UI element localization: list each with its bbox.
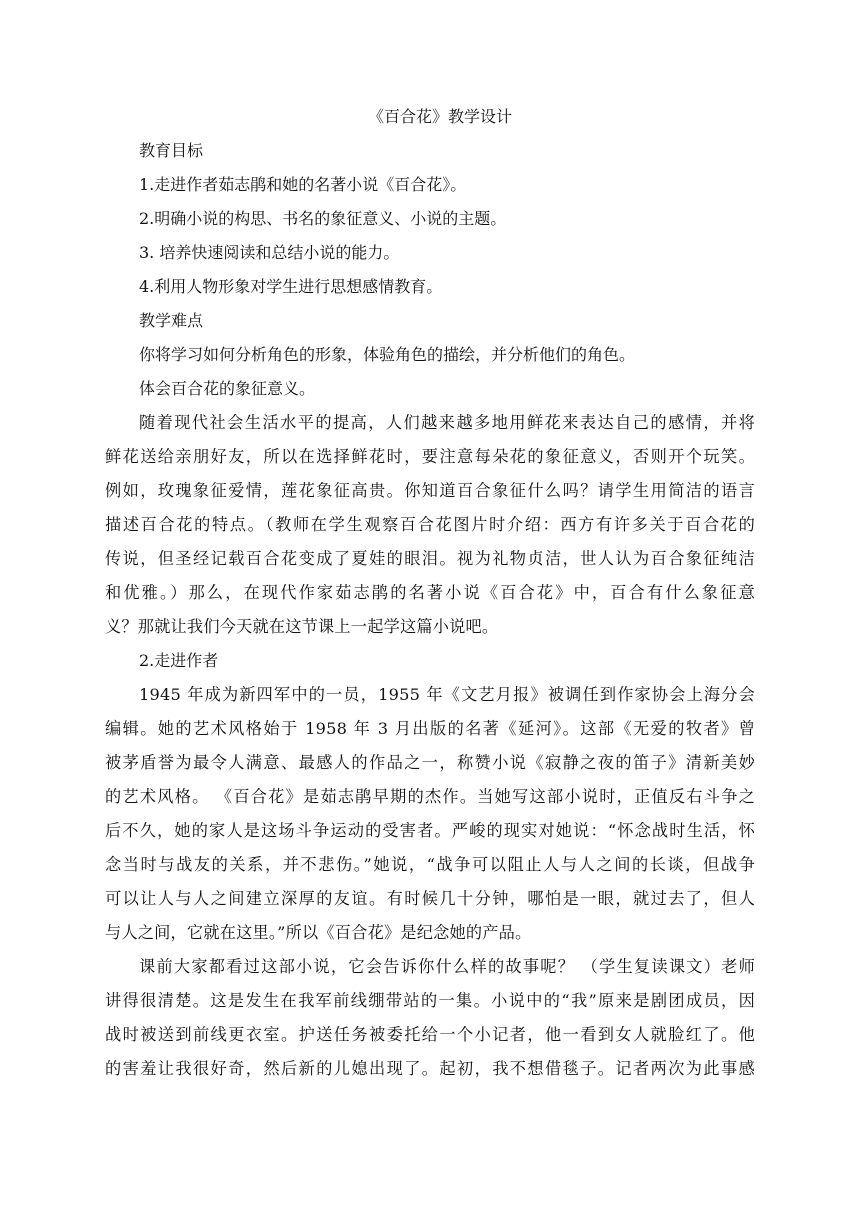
document-title: 《百合花》教学设计 xyxy=(367,107,512,126)
paragraph-line: 战时被送到前线更衣室。护送任务被委托给一个小记者，他一看到女人就脸红了。他 xyxy=(105,1025,755,1044)
author-heading: 2.走进作者 xyxy=(139,651,219,670)
intro-paragraph xyxy=(105,406,755,644)
author-paragraph xyxy=(105,678,755,950)
paragraph-line: 讲得很清楚。这是发生在我军前线绷带站的一集。小说中的“我”原来是剧团成员，因 xyxy=(105,991,755,1010)
paragraph-line: 义？那就让我们今天就在这节课上一起学这篇小说吧。 xyxy=(105,617,499,636)
paragraph-line: 随着现代社会生活水平的提高，人们越来越多地用鲜花来表达自己的感情，并将 xyxy=(139,413,755,432)
paragraph-line: 与人之间，它就在这里。”所以《百合花》是纪念她的产品。 xyxy=(105,923,532,942)
goals-heading: 教育目标 xyxy=(139,141,204,160)
paragraph-line: 后不久，她的家人是这场斗争运动的受害者。严峻的现实对她说：“怀念战时生活，怀 xyxy=(105,821,755,840)
goal-item: 2.明确小说的构思、书名的象征意义、小说的主题。 xyxy=(139,209,507,228)
paragraph-line: 传说，但圣经记载百合花变成了夏娃的眼泪。视为礼物贞洁，世人认为百合象征纯洁 xyxy=(105,549,755,568)
goal-item: 4.利用人物形象对学生进行思想感情教育。 xyxy=(139,277,443,296)
paragraph-line: 的艺术风格。 《百合花》是茹志鹃早期的杰作。当她写这部小说时，正值反右斗争之 xyxy=(105,787,755,806)
paragraph-line: 描述百合花的特点。（教师在学生观察百合花图片时介绍：西方有许多关于百合花的 xyxy=(105,515,755,534)
paragraph-line: 和优雅。）那么，在现代作家茹志鹃的名著小说《百合花》中，百合有什么象征意 xyxy=(105,583,755,602)
document-body xyxy=(105,100,755,1086)
paragraph-line: 1945 年成为新四军中的一员，1955 年《文艺月报》被调任到作家协会上海分会 xyxy=(139,685,755,704)
goal-item: 1.走进作者茹志鹃和她的名著小说《百合花》。 xyxy=(139,175,467,194)
goal-item: 3. 培养快速阅读和总结小说的能力。 xyxy=(139,243,400,262)
paragraph-line: 编辑。她的艺术风格始于 1958 年 3 月出版的名著《延河》。这部《无爱的牧者》曾 xyxy=(105,719,755,738)
paragraph-line: 的害羞让我很好奇，然后新的儿媳出现了。起初，我不想借毯子。记者两次为此事感 xyxy=(105,1059,755,1078)
paragraph-line: 可以让人与人之间建立深厚的友谊。有时候几十分钟，哪怕是一眼，就过去了，但人 xyxy=(105,889,755,908)
difficulty-line: 体会百合花的象征意义。 xyxy=(139,379,316,398)
story-paragraph xyxy=(105,950,755,1086)
paragraph-line: 例如，玫瑰象征爱情，莲花象征高贵。你知道百合象征什么吗？请学生用简洁的语言 xyxy=(105,481,755,500)
paragraph-line: 念当时与战友的关系，并不悲伤。”她说，“战争可以阻止人与人之间的长谈，但战争 xyxy=(105,855,755,874)
paragraph-line: 被茅盾誉为最令人满意、最感人的作品之一，称赞小说《寂静之夜的笛子》清新美妙 xyxy=(105,753,755,772)
difficulty-line: 你将学习如何分析角色的形象，体验角色的描绘，并分析他们的角色。 xyxy=(139,345,636,364)
paragraph-line: 课前大家都看过这部小说，它会告诉你什么样的故事呢？ （学生复读课文）老师 xyxy=(139,957,755,976)
paragraph-line: 鲜花送给亲朋好友，所以在选择鲜花时，要注意每朵花的象征意义，否则开个玩笑。 xyxy=(105,447,755,466)
difficulty-heading: 教学难点 xyxy=(139,311,204,330)
